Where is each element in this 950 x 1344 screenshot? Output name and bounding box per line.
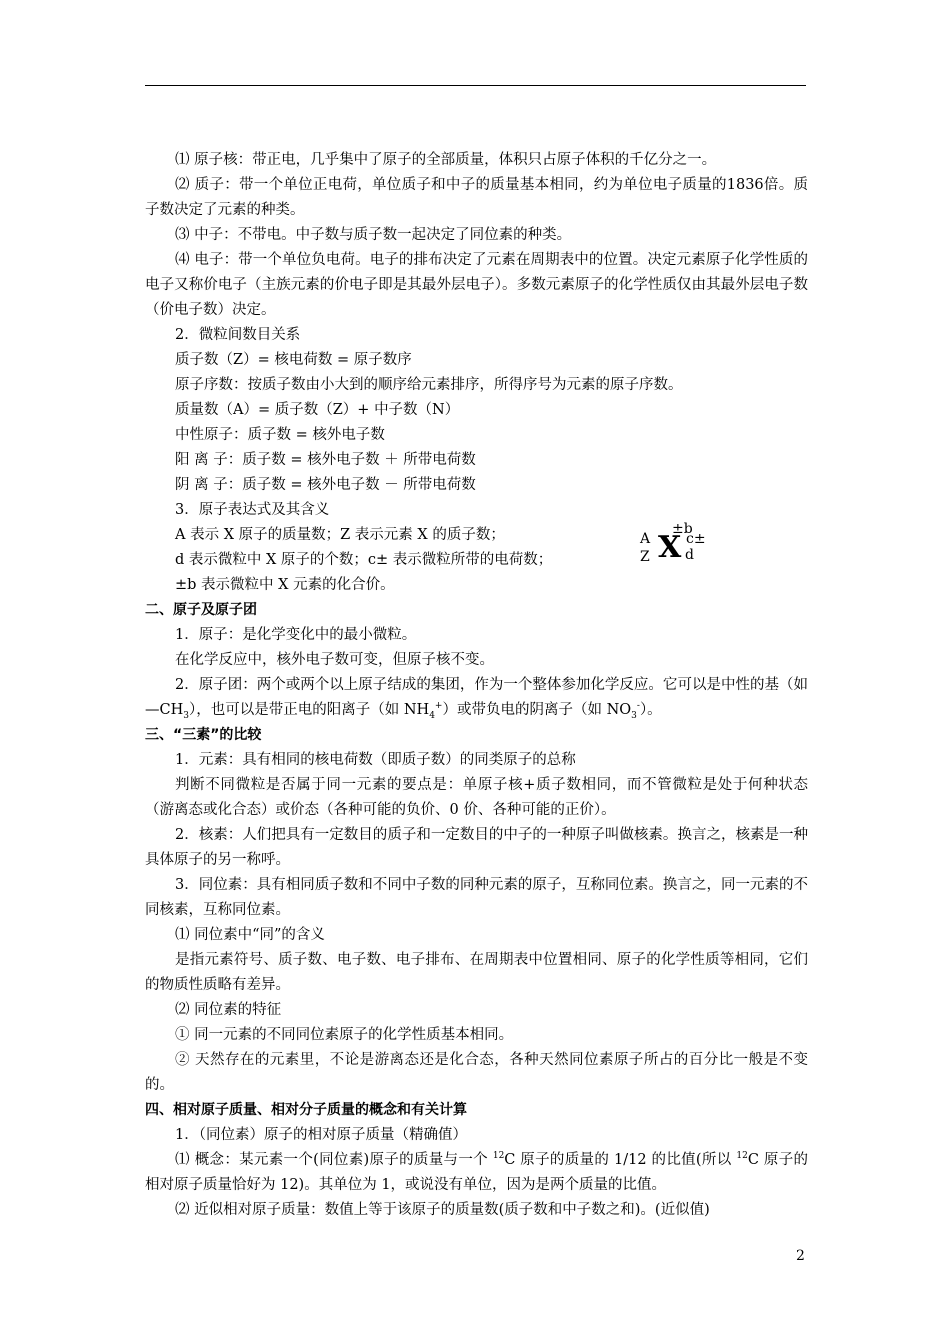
page-number: 2 — [796, 1248, 805, 1264]
para-proton: ⑵ 质子：带一个单位正电荷，单位质子和中子的质量基本相同，约为单位电子质量的1836倍。质子数决定了元素的种类。 — [145, 177, 808, 218]
document-body — [145, 148, 808, 1223]
para-isotope-feature-2: ② 天然存在的元素里，不论是游离态还是化合态，各种天然同位素原子所占的百分比一般是不变的。 — [145, 1052, 808, 1093]
para-element-criterion: 判断不同微粒是否属于同一元素的要点是：单原子核+质子数相同，而不管微粒是处于何种状态（游离态或化合态）或价态（各种可能的负价、0 价、各种可能的正价）。 — [145, 777, 808, 818]
formula-mass-number: 质量数（A）= 质子数（Z）+ 中子数（N） — [175, 402, 460, 418]
para-concept: ⑴ 概念：某元素一个(同位素)原子的质量与一个 $^{12}$C 原子的质量的 1/12 的比值(所以 $^{12}$C 原子的相对原子质量恰好为 12)。其单位为 1，或说没有单位，因为是两个质量的比值。 — [145, 1151, 808, 1193]
section-heading-4: 四、相对原子质量、相对分子质量的概念和有关计算 — [145, 1102, 467, 1118]
subheading-particle-relations: 2．微粒间数目关系 — [175, 327, 301, 343]
notation-line-A-Z: A 表示 X 原子的质量数；Z 表示元素 X 的质子数； — [175, 527, 505, 543]
notation-count: d — [685, 547, 694, 563]
subheading-isotope-meaning: ⑴ 同位素中“同”的含义 — [175, 927, 325, 943]
para-approx-mass: ⑵ 近似相对原子质量：数值上等于该原子的质量数(质子数和中子数之和)。(近似值) — [175, 1202, 710, 1218]
para-isotope-meaning: 是指元素符号、质子数、电子数、电子排布、在周期表中位置相同、原子的化学性质等相同，它们的物质性质略有差异。 — [145, 952, 808, 993]
para-isotope-feature-1: ① 同一元素的不同同位素原子的化学性质基本相同。 — [175, 1027, 514, 1043]
notation-valence: ±b — [672, 521, 693, 537]
para-atom-def: 1．原子：是化学变化中的最小微粒。 — [175, 627, 417, 643]
notation-block — [145, 523, 808, 598]
para-atomic-number: 原子序数：按质子数由小大到的顺序给元素排序，所得序号为元素的原子序数。 — [175, 377, 683, 393]
subheading-isotope-features: ⑵ 同位素的特征 — [175, 1002, 282, 1018]
para-atomic-group: 2．原子团：两个或两个以上原子结成的集团，作为一个整体参加化学反应。它可以是中性的基（如$—CH_3$），也可以是带正电的阳离子（如 $NH_4^+$）或带负电的阴离子（如 $NO_3^-$）。 — [145, 677, 808, 721]
formula-anion: 阴 离 子：质子数 = 核外电子数 － 所带电荷数 — [175, 477, 476, 493]
para-isotope-def: 3．同位素：具有相同质子数和不同中子数的同种元素的原子，互称同位素。换言之，同一元素的不同核素，互称同位素。 — [145, 877, 808, 918]
formula-cation: 阳 离 子：质子数 = 核外电子数 ＋ 所带电荷数 — [175, 452, 476, 468]
para-element-def: 1．元素：具有相同的核电荷数（即质子数）的同类原子的总称 — [175, 752, 576, 768]
notation-line-b: ±b 表示微粒中 X 元素的化合价。 — [175, 577, 395, 593]
para-neutron: ⑶ 中子：不带电。中子数与质子数一起决定了同位素的种类。 — [175, 227, 572, 243]
notation-atomic-number: Z — [640, 549, 650, 565]
section-heading-3: 三、“三素”的比较 — [145, 727, 262, 743]
atomic-notation-symbol — [640, 523, 710, 573]
notation-element-symbol: X — [658, 530, 682, 565]
section-heading-2: 二、原子及原子团 — [145, 602, 257, 618]
notation-charge: c± — [686, 531, 706, 547]
subheading-atomic-notation: 3．原子表达式及其含义 — [175, 502, 330, 518]
notation-line-d-c: d 表示微粒中 X 原子的个数；c± 表示微粒所带的电荷数； — [175, 552, 553, 568]
formula-proton-number: 质子数（Z）= 核电荷数 = 原子数序 — [175, 352, 412, 368]
para-atom-reaction: 在化学反应中，核外电子数可变，但原子核不变。 — [175, 652, 494, 668]
para-electron: ⑷ 电子：带一个单位负电荷。电子的排布决定了元素在周期表中的位置。决定元素原子化学性质的电子又称价电子（主族元素的价电子即是其最外层电子）。多数元素原子的化学性质仅由其最外层电子数（价电子数）决定。 — [145, 252, 808, 318]
subheading-relative-atomic-mass: 1．（同位素）原子的相对原子质量（精确值） — [175, 1127, 467, 1143]
header-rule — [145, 85, 806, 86]
formula-neutral-atom: 中性原子：质子数 = 核外电子数 — [175, 427, 385, 443]
para-nucleus: ⑴ 原子核：带正电，几乎集中了原子的全部质量，体积只占原子体积的千亿分之一。 — [175, 152, 717, 168]
notation-mass-number: A — [640, 531, 651, 547]
para-nuclide-def: 2．核素：人们把具有一定数目的质子和一定数目的中子的一种原子叫做核素。换言之，核素是一种具体原子的另一称呼。 — [145, 827, 808, 868]
